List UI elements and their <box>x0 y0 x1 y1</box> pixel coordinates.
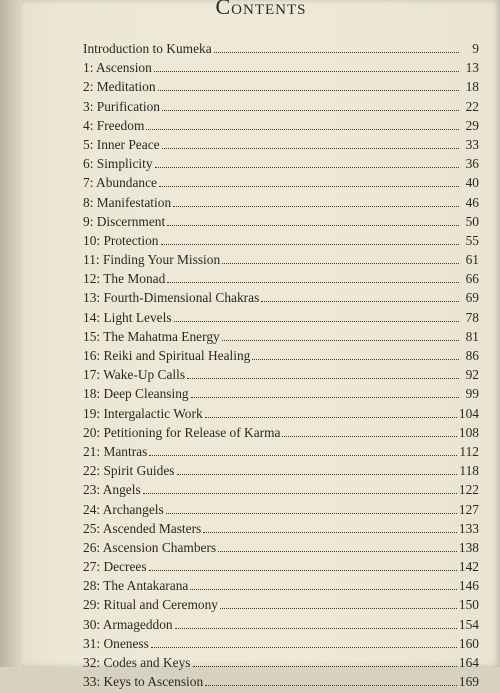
toc-entry-page-number: 46 <box>465 194 479 210</box>
toc-entry <box>83 655 479 674</box>
toc-entry-page-number: 169 <box>458 674 479 690</box>
toc-entry-page-number: 69 <box>465 290 479 306</box>
toc-entry-page-number: 40 <box>465 175 479 191</box>
dot-leader <box>155 167 459 168</box>
dot-leader <box>177 474 458 475</box>
toc-entry-title: 5: Inner Peace <box>83 136 160 152</box>
toc-entry <box>83 156 479 175</box>
toc-entry-page-number: 81 <box>465 328 479 344</box>
book-page <box>22 0 500 690</box>
toc-entry-title: 3: Purification <box>83 98 160 114</box>
toc-entry <box>83 214 479 233</box>
toc-entry-title: 19: Intergalactic Work <box>83 405 203 421</box>
toc-entry-title: 4: Freedom <box>83 117 145 133</box>
toc-entry <box>83 425 479 444</box>
dot-leader <box>220 608 457 609</box>
toc-entry <box>83 406 479 425</box>
dot-leader <box>191 397 459 398</box>
dot-leader <box>158 90 459 91</box>
contents-heading: Contents <box>215 0 307 19</box>
toc-entry <box>83 444 479 463</box>
toc-entry-title: 26: Ascension Chambers <box>83 539 217 555</box>
toc-entry-title: 17: Wake-Up Calls <box>83 367 186 383</box>
toc-entry <box>83 578 479 597</box>
toc-entry-page-number: 99 <box>465 386 479 402</box>
dot-leader <box>222 263 459 264</box>
toc-entry-title: 30: Armageddon <box>83 616 173 632</box>
toc-entry-page-number: 127 <box>458 501 479 517</box>
toc-entry <box>83 329 479 348</box>
dot-leader <box>173 206 459 207</box>
toc-entry <box>83 252 479 271</box>
toc-entry-page-number: 118 <box>459 463 479 479</box>
dot-leader <box>205 685 457 686</box>
dot-leader <box>167 225 459 226</box>
toc-entry-title: 32: Codes and Keys <box>83 655 191 670</box>
toc-entry-title: 27: Decrees <box>83 559 147 575</box>
toc-entry-title: 1: Ascension <box>83 60 152 76</box>
dot-leader <box>151 647 457 648</box>
toc-entry-page-number: 22 <box>465 98 479 114</box>
toc-entry <box>83 290 479 309</box>
dot-leader <box>252 359 459 360</box>
dot-leader <box>218 551 457 552</box>
toc-entry-title: 12: The Monad <box>83 271 166 287</box>
book-gutter <box>0 0 22 667</box>
toc-entry <box>83 41 479 60</box>
toc-entry-title: 11: Finding Your Mission <box>83 252 221 268</box>
toc-entry-page-number: 9 <box>472 41 479 56</box>
toc-entry-page-number: 66 <box>465 271 479 287</box>
toc-entry-page-number: 55 <box>465 232 479 248</box>
toc-entry-page-number: 13 <box>465 60 479 76</box>
toc-entry <box>83 386 479 405</box>
toc-entry-title: 16: Reiki and Spiritual Healing <box>83 348 251 363</box>
dot-leader <box>214 52 459 53</box>
toc-entry-title: 6: Simplicity <box>83 156 153 172</box>
toc-entry-page-number: 61 <box>465 252 479 268</box>
toc-entry-page-number: 164 <box>458 655 479 670</box>
dot-leader <box>190 589 457 590</box>
dot-leader <box>149 570 457 571</box>
toc-entry <box>83 367 479 386</box>
dot-leader <box>205 417 457 418</box>
dot-leader <box>282 436 456 437</box>
dot-leader <box>187 378 459 379</box>
toc-entry <box>83 502 479 521</box>
toc-entry-title: 10: Protection <box>83 232 159 248</box>
toc-entry-title: 24: Archangels <box>83 501 164 517</box>
toc-entry <box>83 348 479 367</box>
toc-entry-title: Introduction to Kumeka <box>83 41 212 56</box>
toc-entry-title: 18: Deep Cleansing <box>83 386 189 402</box>
toc-entry-page-number: 150 <box>458 597 479 613</box>
toc-entry <box>83 195 479 214</box>
toc-entry-page-number: 78 <box>465 309 479 325</box>
toc-entry-page-number: 50 <box>465 213 479 229</box>
toc-entry <box>83 597 479 616</box>
toc-entry <box>83 310 479 329</box>
dot-leader <box>175 628 457 629</box>
toc-entry-title: 20: Petitioning for Release of Karma <box>83 424 281 440</box>
toc-entry-page-number: 18 <box>465 79 479 95</box>
toc-entry <box>83 617 479 636</box>
table-of-contents <box>83 41 479 693</box>
toc-entry-page-number: 160 <box>458 635 479 651</box>
toc-entry <box>83 79 479 98</box>
toc-entry-page-number: 108 <box>458 424 479 440</box>
toc-entry-page-number: 29 <box>465 117 479 133</box>
dot-leader <box>146 129 459 130</box>
dot-leader <box>162 110 459 111</box>
toc-entry <box>83 175 479 194</box>
dot-leader <box>161 244 460 245</box>
toc-entry-page-number: 146 <box>458 578 479 594</box>
toc-entry-page-number: 86 <box>465 348 479 363</box>
toc-entry-title: 21: Mantras <box>83 443 148 459</box>
dot-leader <box>143 493 457 494</box>
toc-entry-title: 14: Light Levels <box>83 309 172 325</box>
toc-entry-title: 13: Fourth-Dimensional Chakras <box>83 290 260 306</box>
dot-leader <box>149 455 457 456</box>
toc-entry-title: 29: Ritual and Ceremony <box>83 597 218 613</box>
toc-entry-title: 7: Abundance <box>83 175 158 191</box>
toc-entry <box>83 271 479 290</box>
toc-entry <box>83 674 479 693</box>
toc-entry-title: 8: Manifestation <box>83 194 172 210</box>
toc-entry <box>83 137 479 156</box>
toc-entry-page-number: 138 <box>458 539 479 555</box>
toc-entry <box>83 540 479 559</box>
toc-entry-page-number: 92 <box>465 367 479 383</box>
toc-entry-page-number: 154 <box>458 616 479 632</box>
toc-entry-title: 25: Ascended Masters <box>83 520 202 536</box>
toc-entry <box>83 482 479 501</box>
toc-entry-page-number: 133 <box>458 520 479 536</box>
dot-leader <box>174 321 459 322</box>
dot-leader <box>162 148 459 149</box>
toc-entry <box>83 559 479 578</box>
toc-entry-page-number: 36 <box>465 156 479 172</box>
toc-entry-page-number: 142 <box>458 559 479 575</box>
toc-entry <box>83 60 479 79</box>
dot-leader <box>167 282 459 283</box>
toc-entry-title: 15: The Mahatma Energy <box>83 328 220 344</box>
toc-entry <box>83 99 479 118</box>
toc-entry-page-number: 112 <box>459 443 479 459</box>
toc-entry-title: 33: Keys to Ascension <box>83 674 204 690</box>
toc-entry-title: 23: Angels <box>83 482 141 498</box>
dot-leader <box>261 301 459 302</box>
dot-leader <box>159 186 459 187</box>
toc-entry <box>83 118 479 137</box>
dot-leader <box>166 513 457 514</box>
toc-entry-page-number: 33 <box>465 136 479 152</box>
toc-entry-title: 22: Spirit Guides <box>83 463 175 479</box>
toc-entry-title: 28: The Antakarana <box>83 578 189 594</box>
toc-entry <box>83 463 479 482</box>
toc-entry-title: 2: Meditation <box>83 79 156 95</box>
toc-entry-title: 31: Oneness <box>83 635 149 651</box>
toc-entry-page-number: 104 <box>458 405 479 421</box>
toc-entry <box>83 521 479 540</box>
toc-entry <box>83 233 479 252</box>
dot-leader <box>154 71 459 72</box>
dot-leader <box>222 340 459 341</box>
dot-leader <box>203 532 457 533</box>
toc-entry-page-number: 122 <box>458 482 479 498</box>
toc-entry-title: 9: Discernment <box>83 213 166 229</box>
toc-entry <box>83 636 479 655</box>
